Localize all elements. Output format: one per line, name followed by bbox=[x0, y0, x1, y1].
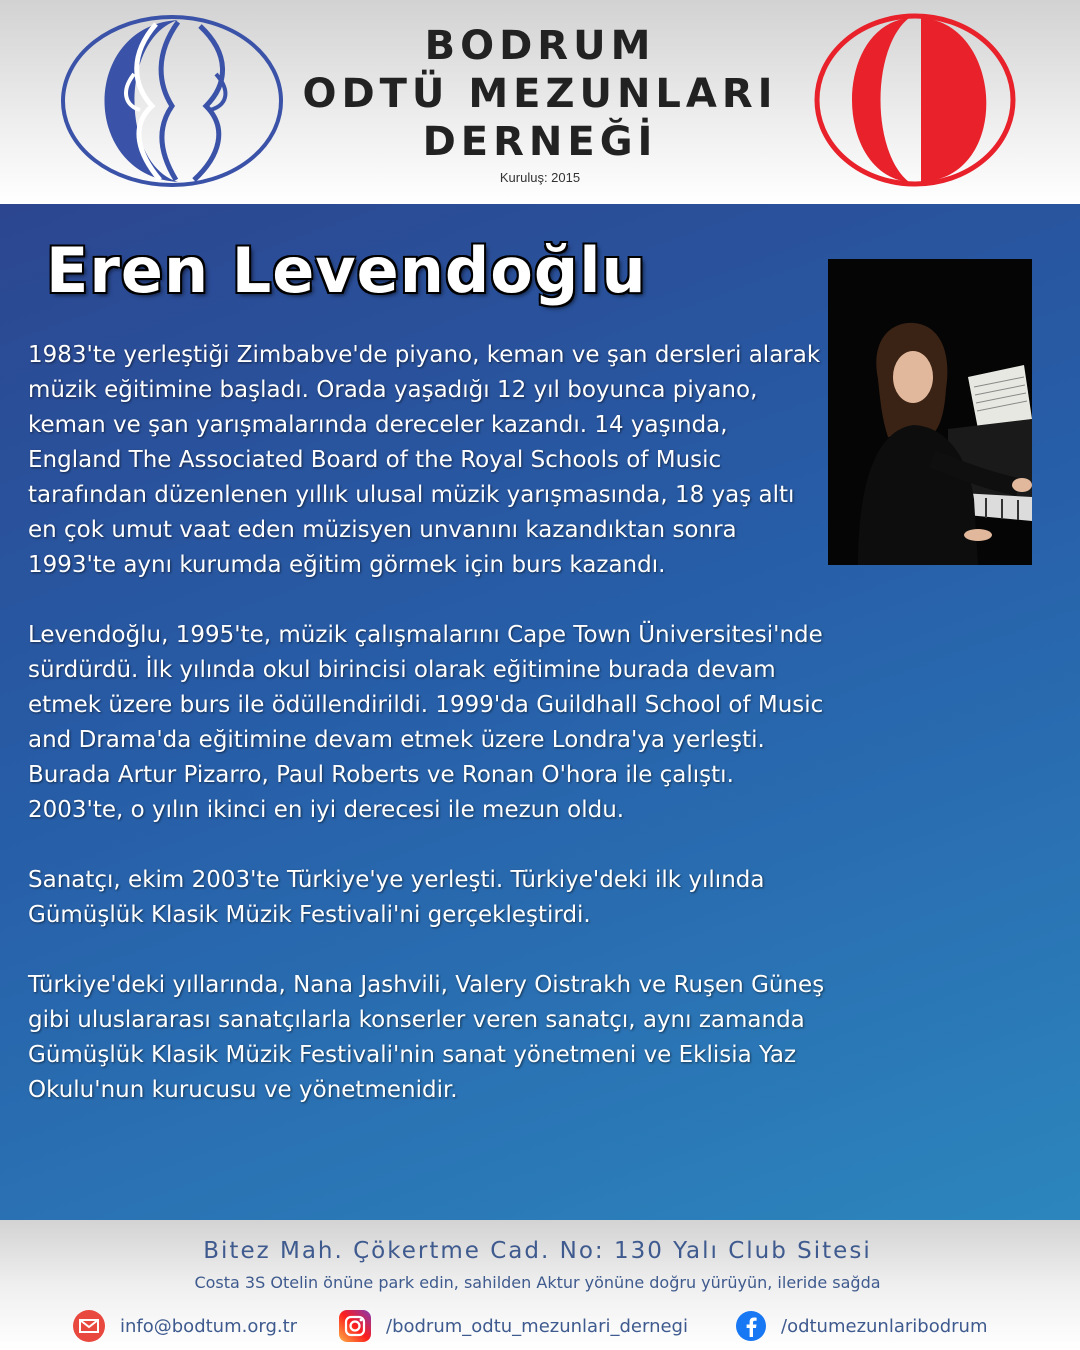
title-line-2: ODTÜ MEZUNLARI bbox=[302, 71, 778, 117]
pianist-illustration bbox=[828, 259, 1032, 565]
bio-paragraph-4: Türkiye'deki yıllarında, Nana Jashvili, Valery Oistrakh ve Ruşen Güneş gibi uluslararası sanatçılarla konserler veren sanatçı, aynı zamanda Gümüşlük Klasik Müzik Festivali'nin sanat yönetmeni ve Eklisia Yaz Okulu'nun kurucusu ve yönetmenidir. bbox=[28, 972, 825, 1103]
association-title bbox=[290, 22, 790, 185]
metu-logo-icon bbox=[813, 12, 1017, 188]
bio-paragraph-1: 1983'te yerleştiği Zimbabve'de piyano, keman ve şan dersleri alarak müzik eğitimine başladı. Orada yaşadığı 12 yıl boyunca piyano, keman ve şan yarışmalarında dereceler kazandı. 14 yaşında, England The Associated Board of the Royal Schools of Music tarafından düzenlenen yıllık ulusal müzik yarışmasında, 18 yaş altı en çok umut vaat eden müzisyen unvanını kazandıktan sonra 1993'te aynı kurumda eğitim görmek için burs kazandı. bbox=[28, 342, 821, 578]
title-line-3: DERNEĞİ bbox=[422, 119, 658, 165]
title-line-1: BODRUM bbox=[424, 23, 656, 69]
header bbox=[0, 0, 1080, 204]
address: Bitez Mah. Çökertme Cad. No: 130 Yalı Club Sitesi bbox=[203, 1238, 872, 1264]
facebook-contact[interactable] bbox=[735, 1308, 987, 1344]
email-contact[interactable] bbox=[72, 1308, 297, 1344]
facebook-label[interactable]: /odtumezunlaribodrum bbox=[781, 1315, 988, 1337]
founded-year: Kuruluş: 2015 bbox=[499, 170, 581, 185]
instagram-icon bbox=[338, 1309, 372, 1343]
instagram-contact[interactable] bbox=[338, 1308, 688, 1344]
vase-emblem-icon bbox=[60, 14, 284, 188]
bio-paragraph-2: Levendoğlu, 1995'te, müzik çalışmalarını Cape Town Üniversitesi'nde sürdürdü. İlk yılında okul birincisi olarak eğitimine burada devam etmek üzere burs ile ödüllendirildi. 1999'da Guildhall School of Music and Drama'da eğitimine devam etmek üzere Londra'ya yerleşti. Burada Artur Pizarro, Paul Roberts ve Ronan O'hora ile çalıştı. 2003'te, o yılın ikinci en iyi derecesi ile mezun oldu. bbox=[28, 622, 824, 823]
artist-name: Eren Levendoğlu bbox=[46, 234, 647, 307]
email-label[interactable]: info@bodtum.org.tr bbox=[120, 1315, 298, 1337]
instagram-label[interactable]: /bodrum_odtu_mezunlari_dernegi bbox=[386, 1315, 688, 1337]
parking-directions: Costa 3S Otelin önüne park edin, sahilden Aktur yönüne doğru yürüyün, ileride sağda bbox=[194, 1273, 881, 1292]
mail-icon bbox=[72, 1309, 106, 1343]
facebook-icon bbox=[735, 1310, 767, 1342]
profile-panel bbox=[0, 204, 1080, 1220]
biography bbox=[28, 338, 828, 1143]
footer bbox=[0, 1220, 1080, 1350]
bio-paragraph-3: Sanatçı, ekim 2003'te Türkiye'ye yerleşti. Türkiye'deki ilk yılında Gümüşlük Klasik Müzik Festivali'ni gerçekleştirdi. bbox=[28, 867, 765, 928]
pianist-photo bbox=[828, 259, 1032, 565]
